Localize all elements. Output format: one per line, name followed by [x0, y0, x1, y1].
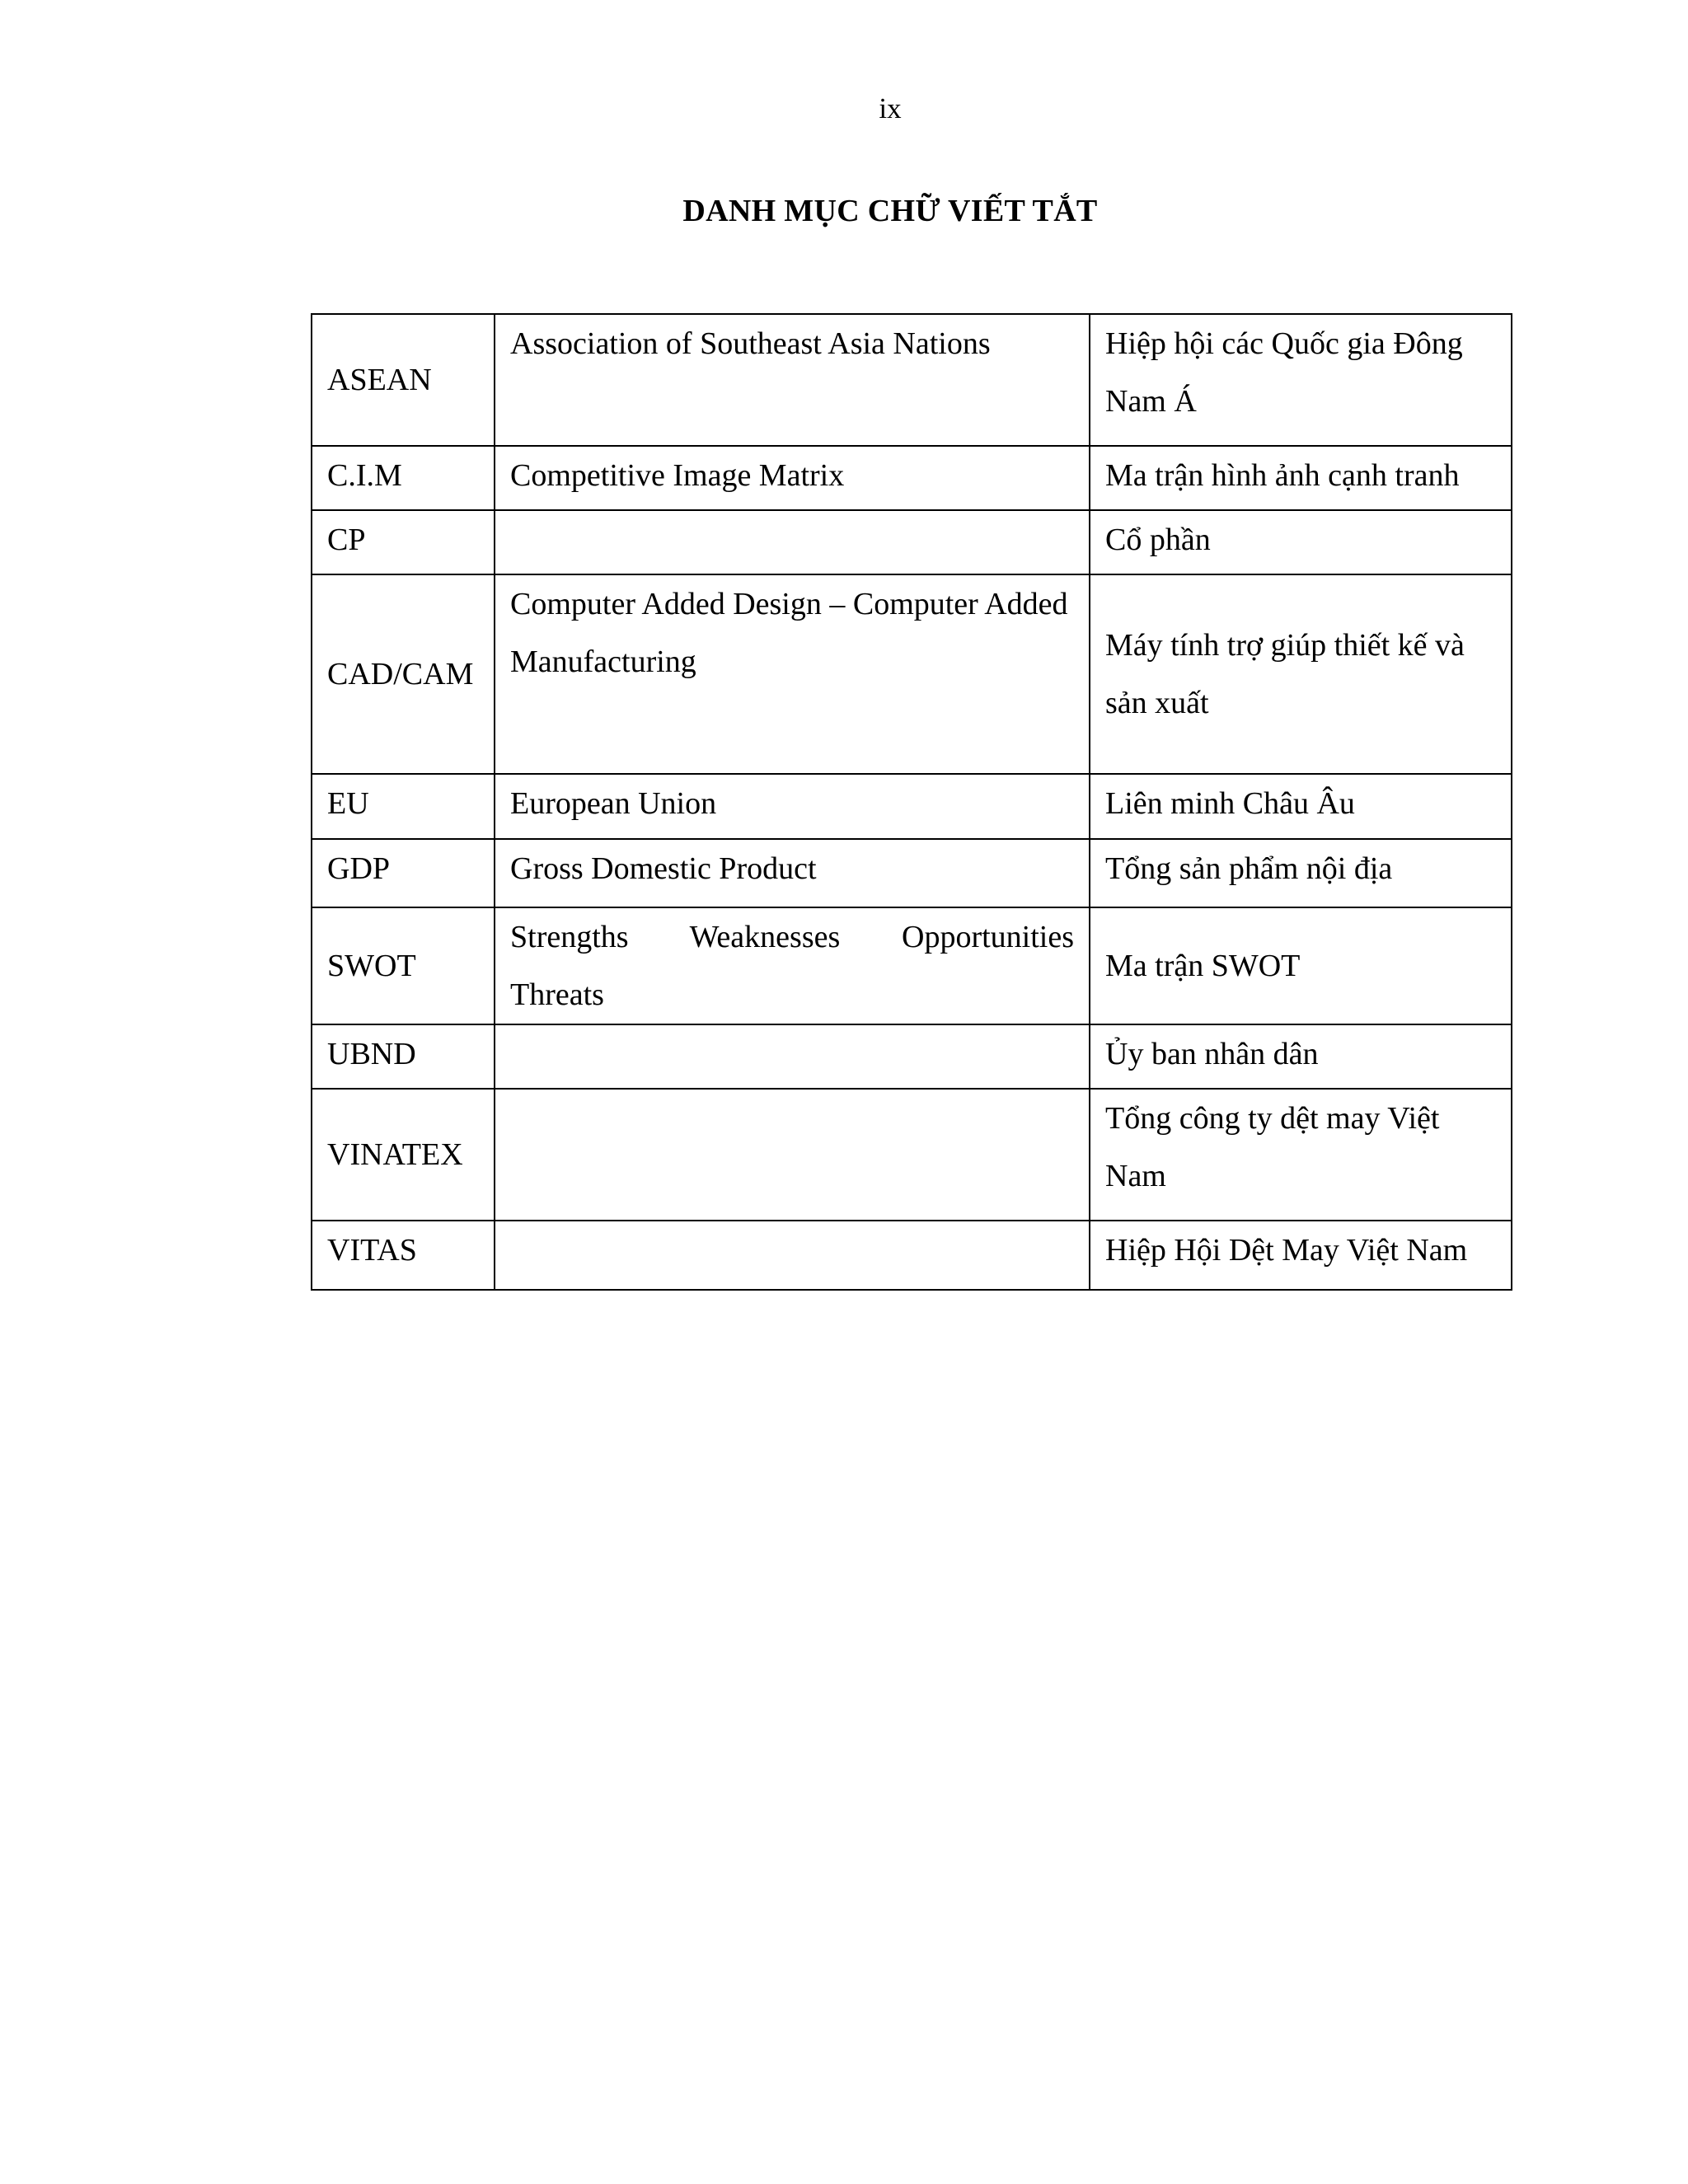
- table-row: [312, 314, 1512, 446]
- page-title: DANH MỤC CHỮ VIẾT TẮT: [682, 194, 1098, 228]
- table-row: [312, 839, 1512, 907]
- vietnamese-cell: Hiệp hội các Quốc gia Đông Nam Á: [1090, 314, 1512, 446]
- vietnamese-cell: Hiệp Hội Dệt May Việt Nam: [1090, 1221, 1512, 1290]
- english-cell: Competitive Image Matrix: [495, 446, 1090, 510]
- english-cell: Association of Southeast Asia Nations: [495, 314, 1090, 446]
- english-cell: [495, 1089, 1090, 1221]
- vietnamese-cell: Tổng sản phẩm nội địa: [1090, 839, 1512, 907]
- vietnamese-cell: Ủy ban nhân dân: [1090, 1024, 1512, 1089]
- english-line: Strengths Weaknesses Opportunities: [510, 920, 1074, 954]
- abbreviation-table: [311, 313, 1512, 1291]
- vietnamese-cell: Cổ phần: [1090, 510, 1512, 574]
- vietnamese-cell: Máy tính trợ giúp thiết kế và sản xuất: [1090, 574, 1512, 774]
- table-row: [312, 1024, 1512, 1089]
- abbr-cell: CP: [312, 510, 495, 574]
- table-row: [312, 1221, 1512, 1290]
- vietnamese-cell: Liên minh Châu Âu: [1090, 774, 1512, 839]
- english-cell: [495, 510, 1090, 574]
- english-line: Threats: [510, 977, 604, 1012]
- abbr-cell: EU: [312, 774, 495, 839]
- table-row: [312, 1089, 1512, 1221]
- table-row: [312, 574, 1512, 774]
- table-row: [312, 774, 1512, 839]
- vietnamese-cell: Ma trận hình ảnh cạnh tranh: [1090, 446, 1512, 510]
- vietnamese-cell: Tổng công ty dệt may Việt Nam: [1090, 1089, 1512, 1221]
- vietnamese-cell: Ma trận SWOT: [1090, 907, 1512, 1024]
- abbr-cell: CAD/CAM: [312, 574, 495, 774]
- abbr-cell: VITAS: [312, 1221, 495, 1290]
- english-cell: [495, 1024, 1090, 1089]
- abbr-cell: SWOT: [312, 907, 495, 1024]
- english-cell: European Union: [495, 774, 1090, 839]
- english-cell: Computer Added Design – Computer Added Manufacturing: [495, 574, 1090, 774]
- abbr-cell: C.I.M: [312, 446, 495, 510]
- abbr-cell: VINATEX: [312, 1089, 495, 1221]
- page-number: ix: [879, 92, 902, 124]
- abbr-cell: UBND: [312, 1024, 495, 1089]
- abbr-cell: ASEAN: [312, 314, 495, 446]
- english-cell: [495, 907, 1090, 1024]
- english-cell: [495, 1221, 1090, 1290]
- table-row: [312, 446, 1512, 510]
- table-row: [312, 907, 1512, 1024]
- english-cell: Gross Domestic Product: [495, 839, 1090, 907]
- abbr-cell: GDP: [312, 839, 495, 907]
- table-row: [312, 510, 1512, 574]
